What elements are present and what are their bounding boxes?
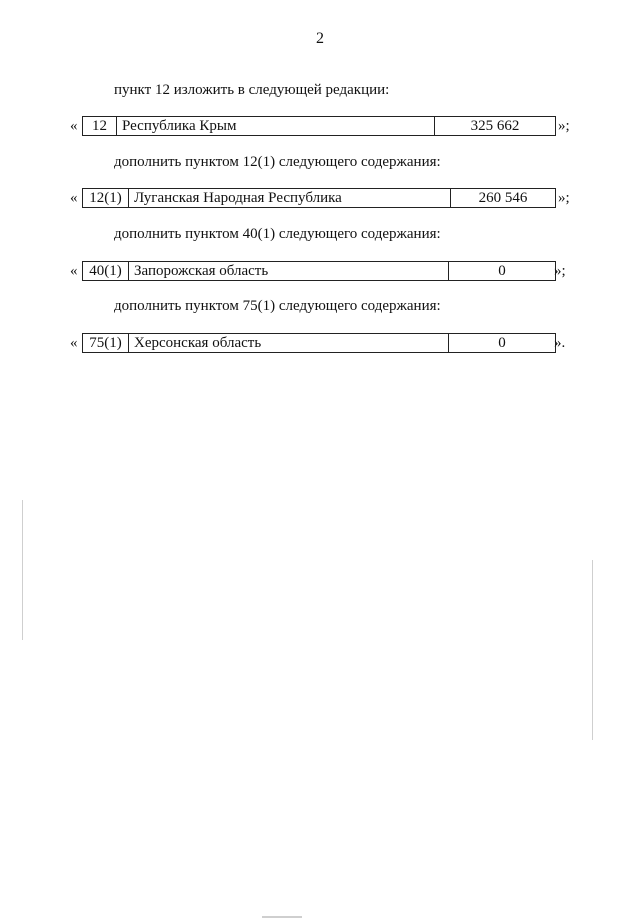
region-name-cell: Херсонская область (129, 334, 449, 352)
scan-artifact (592, 560, 593, 740)
value-cell: 260 546 (478, 189, 528, 206)
open-quote: « (70, 263, 78, 279)
instruction-text: дополнить пунктом 75(1) следующего содержания: (114, 298, 441, 314)
table-row (70, 261, 570, 283)
table-row (70, 188, 570, 210)
row-number-cell: 75(1) (83, 334, 129, 352)
value-cell: 325 662 (470, 117, 520, 134)
row-number-cell: 12 (83, 117, 117, 135)
table-box (82, 333, 556, 353)
row-number-cell: 12(1) (83, 189, 129, 207)
close-quote: ». (554, 335, 566, 351)
page-number: 2 (316, 30, 324, 47)
table-box (82, 261, 556, 281)
scan-artifact (22, 500, 23, 640)
row-number-cell: 40(1) (83, 262, 129, 280)
instruction-text: пункт 12 изложить в следующей редакции: (114, 82, 390, 98)
table-box (82, 116, 556, 136)
value-cell: 0 (498, 334, 506, 351)
close-quote: »; (558, 190, 570, 206)
region-name-cell: Луганская Народная Республика (129, 189, 451, 207)
close-quote: »; (554, 263, 566, 279)
table-row (70, 333, 570, 355)
instruction-text: дополнить пунктом 12(1) следующего содержания: (114, 154, 441, 170)
region-name-cell: Запорожская область (129, 262, 449, 280)
table-box (82, 188, 556, 208)
value-cell: 0 (498, 262, 506, 279)
region-name-cell: Республика Крым (117, 117, 435, 135)
open-quote: « (70, 118, 78, 134)
scan-artifact (262, 916, 302, 918)
table-row (70, 116, 570, 138)
open-quote: « (70, 190, 78, 206)
instruction-text: дополнить пунктом 40(1) следующего содержания: (114, 226, 441, 242)
close-quote: »; (558, 118, 570, 134)
open-quote: « (70, 335, 78, 351)
